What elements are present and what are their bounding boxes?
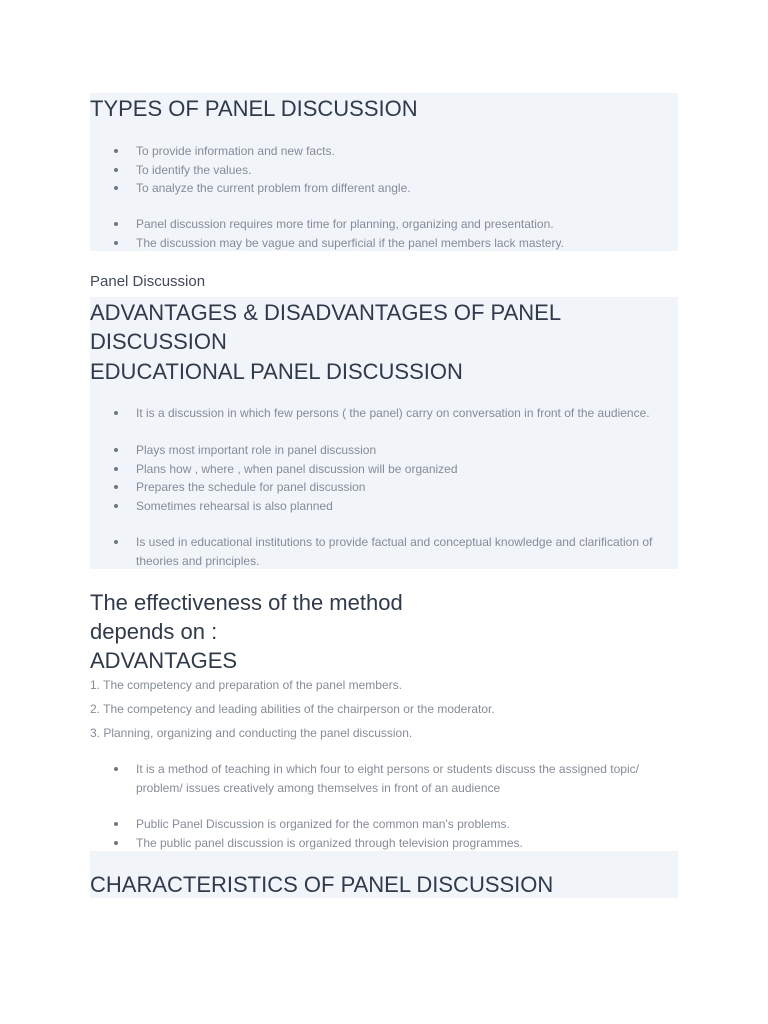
heading-characteristics: CHARACTERISTICS OF PANEL DISCUSSION <box>90 872 554 897</box>
list-item: It is a discussion in which few persons ( the panel) carry on conversation in front of the audience. <box>0 404 768 423</box>
numbered-item-2: 2. The competency and leading abilities of the chairperson or the moderator. <box>90 702 495 716</box>
list-item: To analyze the current problem from different angle. <box>0 179 768 198</box>
list-item: Plans how , where , when panel discussion will be organized <box>0 460 768 479</box>
subheading-panel-discussion: Panel Discussion <box>90 273 206 290</box>
list-item: Public Panel Discussion is organized for the common man's problems. <box>0 815 768 834</box>
list-types-limitations <box>0 215 768 252</box>
heading-educational-panel: EDUCATIONAL PANEL DISCUSSION <box>90 359 463 384</box>
list-types-purposes <box>0 142 768 198</box>
list-roles <box>0 441 768 515</box>
numbered-item-1: 1. The competency and preparation of the panel members. <box>90 678 402 692</box>
numbered-item-3: 3. Planning, organizing and conducting the panel discussion. <box>90 726 413 740</box>
list-item: Sometimes rehearsal is also planned <box>0 497 768 516</box>
list-method-definition <box>0 760 768 797</box>
heading-effectiveness-line2: depends on : <box>90 619 218 644</box>
heading-advantages-disadvantages-line1: ADVANTAGES & DISADVANTAGES OF PANEL <box>90 300 562 325</box>
list-item: Plays most important role in panel discussion <box>0 441 768 460</box>
list-educational-use <box>0 533 768 570</box>
list-item: To provide information and new facts. <box>0 142 768 161</box>
list-item: Prepares the schedule for panel discussion <box>0 478 768 497</box>
list-public-panel <box>0 815 768 852</box>
list-item: To identify the values. <box>0 161 768 180</box>
list-item: The public panel discussion is organized through television programmes. <box>0 834 768 853</box>
list-item: Panel discussion requires more time for planning, organizing and presentation. <box>0 215 768 234</box>
list-item: Is used in educational institutions to provide factual and conceptual knowledge and clarification of theories and principles. <box>0 533 768 570</box>
list-item: The discussion may be vague and superficial if the panel members lack mastery. <box>0 234 768 253</box>
heading-types: TYPES OF PANEL DISCUSSION <box>90 96 418 121</box>
list-item: It is a method of teaching in which four to eight persons or students discuss the assigned topic/ problem/ issues creatively among themselves in front of an audience <box>0 760 768 797</box>
heading-advantages: ADVANTAGES <box>90 648 238 673</box>
heading-effectiveness-line1: The effectiveness of the method <box>90 590 403 615</box>
heading-advantages-disadvantages-line2: DISCUSSION <box>90 329 227 354</box>
list-definition <box>0 404 768 423</box>
